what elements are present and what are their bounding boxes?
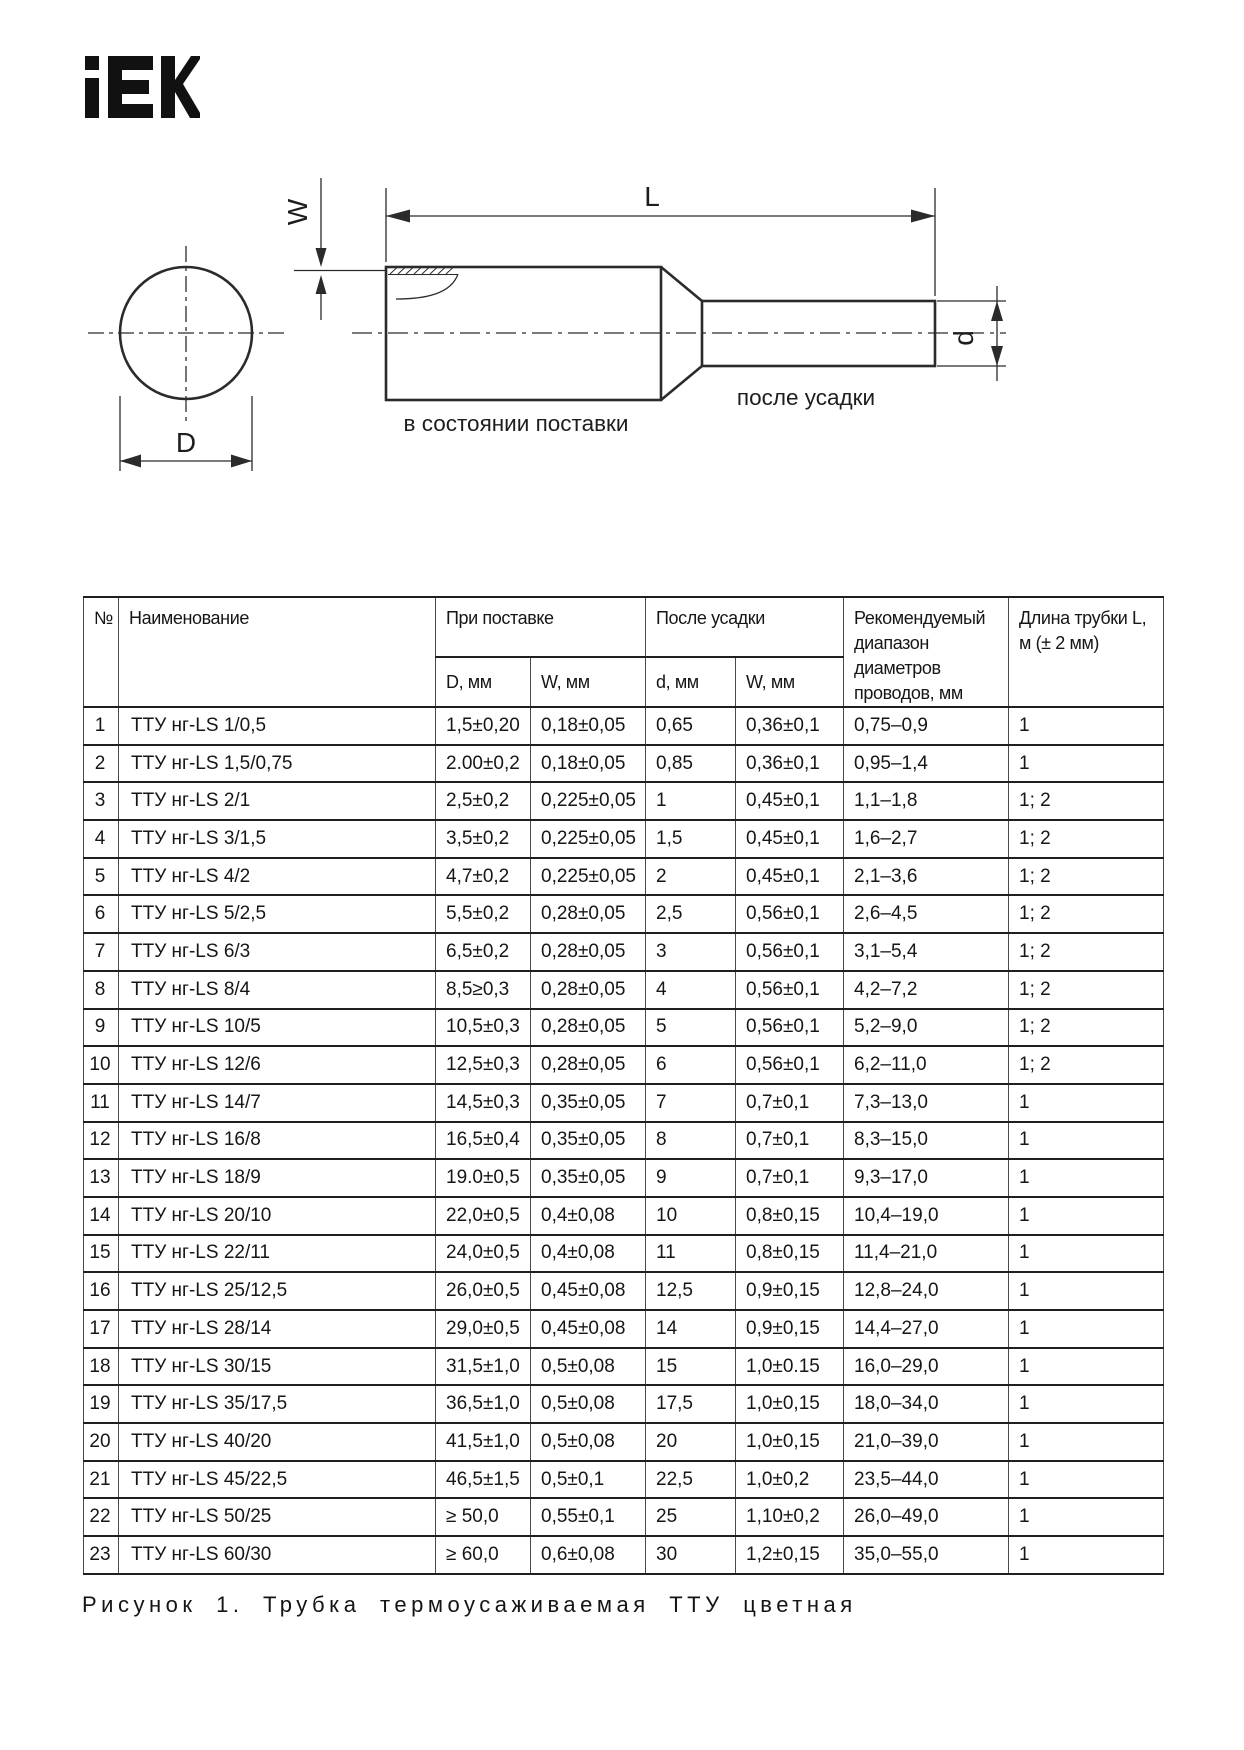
table-cell: ТТУ нг-LS 60/30 <box>119 1536 436 1574</box>
table-cell: 7 <box>84 933 119 971</box>
table-cell: 1 <box>1009 707 1164 745</box>
small-d-arrow-down <box>991 346 1003 366</box>
table-cell: 0,45±0,1 <box>736 820 844 858</box>
table-cell: 46,5±1,5 <box>436 1461 531 1499</box>
table-cell: 1,0±0,2 <box>736 1461 844 1499</box>
table-cell: 1,1–1,8 <box>844 782 1009 820</box>
table-cell: 14,5±0,3 <box>436 1084 531 1122</box>
header-sub-d-supply: D, мм <box>436 657 531 707</box>
table-cell: 1,5 <box>646 820 736 858</box>
table-cell: 2,5 <box>646 895 736 933</box>
table-cell: ТТУ нг-LS 18/9 <box>119 1159 436 1197</box>
figure-caption: Рисунок 1. Трубка термоусаживаемая ТТУ цветная <box>82 1592 857 1617</box>
logo-i-dot <box>85 56 99 70</box>
table-row <box>84 933 1164 971</box>
w-arrow-up <box>316 275 327 294</box>
table-cell: 22,5 <box>646 1461 736 1499</box>
label-supply-state: в состоянии поставки <box>403 411 629 436</box>
table-cell: 0,7±0,1 <box>736 1159 844 1197</box>
table-cell: 16,0–29,0 <box>844 1348 1009 1386</box>
table-cell: 0,5±0,08 <box>531 1423 646 1461</box>
table-cell: ≥ 60,0 <box>436 1536 531 1574</box>
table-cell: 1,0±0,15 <box>736 1385 844 1423</box>
table-cell: 29,0±0,5 <box>436 1310 531 1348</box>
table-cell: 31,5±1,0 <box>436 1348 531 1386</box>
table-cell: 20 <box>84 1423 119 1461</box>
header-range: Рекомендуемый диапазон диаметров проводов, мм <box>844 597 1009 707</box>
table-cell: 9 <box>84 1009 119 1047</box>
table-cell: 2,6–4,5 <box>844 895 1009 933</box>
table-cell: 1,6–2,7 <box>844 820 1009 858</box>
table-cell: 0,35±0,05 <box>531 1084 646 1122</box>
small-d-arrow-up <box>991 301 1003 321</box>
table-cell: 15 <box>84 1235 119 1273</box>
table-cell: 1 <box>1009 1423 1164 1461</box>
header-sub-w-supply: W, мм <box>531 657 646 707</box>
table-cell: ТТУ нг-LS 14/7 <box>119 1084 436 1122</box>
table-cell: 12,5 <box>646 1272 736 1310</box>
table-cell: ТТУ нг-LS 40/20 <box>119 1423 436 1461</box>
table-row <box>84 1159 1164 1197</box>
table-cell: 1; 2 <box>1009 895 1164 933</box>
table-cell: 22,0±0,5 <box>436 1197 531 1235</box>
table-cell: ТТУ нг-LS 3/1,5 <box>119 820 436 858</box>
table-cell: 4 <box>84 820 119 858</box>
table-cell: 22 <box>84 1498 119 1536</box>
table-cell: 0,55±0,1 <box>531 1498 646 1536</box>
table-cell: ТТУ нг-LS 2/1 <box>119 782 436 820</box>
table-cell: ТТУ нг-LS 8/4 <box>119 971 436 1009</box>
table-cell: ТТУ нг-LS 20/10 <box>119 1197 436 1235</box>
table-row <box>84 1498 1164 1536</box>
table-cell: 0,28±0,05 <box>531 971 646 1009</box>
table-cell: 1 <box>646 782 736 820</box>
table-row <box>84 1385 1164 1423</box>
table-row <box>84 1122 1164 1160</box>
table-cell: 0,75–0,9 <box>844 707 1009 745</box>
table-body <box>84 707 1164 1574</box>
table-cell: 0,6±0,08 <box>531 1536 646 1574</box>
table-cell: ТТУ нг-LS 45/22,5 <box>119 1461 436 1499</box>
table-cell: 0,5±0,08 <box>531 1385 646 1423</box>
table-cell: 8,5≥0,3 <box>436 971 531 1009</box>
table-cell: 10,5±0,3 <box>436 1009 531 1047</box>
cone-top-edge <box>661 267 702 301</box>
header-group-after: После усадки <box>646 597 844 657</box>
table-cell: 1; 2 <box>1009 820 1164 858</box>
table-cell: 0,28±0,05 <box>531 895 646 933</box>
w-arrow-down <box>316 248 327 267</box>
table-cell: ТТУ нг-LS 35/17,5 <box>119 1385 436 1423</box>
table-cell: 0,18±0,05 <box>531 707 646 745</box>
table-cell: ТТУ нг-LS 1/0,5 <box>119 707 436 745</box>
table-cell: 1 <box>1009 1385 1164 1423</box>
table-cell: 0,85 <box>646 745 736 783</box>
table-cell: ТТУ нг-LS 6/3 <box>119 933 436 971</box>
table-cell: 8 <box>84 971 119 1009</box>
iek-logo <box>85 56 200 118</box>
table-cell: 11,4–21,0 <box>844 1235 1009 1273</box>
table-cell: 1,0±0.15 <box>736 1348 844 1386</box>
table-cell: 0,45±0,08 <box>531 1272 646 1310</box>
table-cell: 1,2±0,15 <box>736 1536 844 1574</box>
table-cell: 4,2–7,2 <box>844 971 1009 1009</box>
technical-diagram <box>60 140 1070 485</box>
header-num: № <box>84 597 119 707</box>
table-cell: 0,56±0,1 <box>736 1046 844 1084</box>
table-cell: 5,5±0,2 <box>436 895 531 933</box>
table-cell: 1,5±0,20 <box>436 707 531 745</box>
table-cell: 16 <box>84 1272 119 1310</box>
table-cell: 0,225±0,05 <box>531 782 646 820</box>
table-cell: 0,5±0,08 <box>531 1348 646 1386</box>
table-cell: 14 <box>84 1197 119 1235</box>
table-cell: 14,4–27,0 <box>844 1310 1009 1348</box>
table-cell: 24,0±0,5 <box>436 1235 531 1273</box>
table-cell: 6 <box>84 895 119 933</box>
table-cell: 9 <box>646 1159 736 1197</box>
cone-bottom-edge <box>661 366 702 400</box>
table-cell: 12 <box>84 1122 119 1160</box>
dim-label-L: L <box>644 181 660 212</box>
table-cell: ТТУ нг-LS 50/25 <box>119 1498 436 1536</box>
table-row <box>84 1272 1164 1310</box>
table-cell: 0,225±0,05 <box>531 820 646 858</box>
table-cell: 1,0±0,15 <box>736 1423 844 1461</box>
table-cell: ТТУ нг-LS 12/6 <box>119 1046 436 1084</box>
table-cell: 0,45±0,1 <box>736 782 844 820</box>
table-cell: 10 <box>84 1046 119 1084</box>
table-cell: 0,45±0,1 <box>736 858 844 896</box>
table-cell: 14 <box>646 1310 736 1348</box>
table-cell: 1; 2 <box>1009 782 1164 820</box>
table-cell: 0,8±0,15 <box>736 1197 844 1235</box>
table-cell: 2.00±0,2 <box>436 745 531 783</box>
table-cell: 0,56±0,1 <box>736 933 844 971</box>
table-row <box>84 1310 1164 1348</box>
header-sub-w-after: W, мм <box>736 657 844 707</box>
table-cell: 0,7±0,1 <box>736 1122 844 1160</box>
table-cell: 1; 2 <box>1009 1009 1164 1047</box>
table-row <box>84 745 1164 783</box>
table-row <box>84 1348 1164 1386</box>
table-cell: 0,28±0,05 <box>531 933 646 971</box>
table-cell: 18 <box>84 1348 119 1386</box>
dim-label-d: d <box>948 330 979 346</box>
table-cell: 35,0–55,0 <box>844 1536 1009 1574</box>
table-cell: 1 <box>1009 1461 1164 1499</box>
table-row <box>84 858 1164 896</box>
table-cell: ≥ 50,0 <box>436 1498 531 1536</box>
table-cell: 15 <box>646 1348 736 1386</box>
table-cell: 1 <box>1009 745 1164 783</box>
table-cell: 7 <box>646 1084 736 1122</box>
table-cell: 0,56±0,1 <box>736 895 844 933</box>
l-arrow-left <box>386 210 410 223</box>
table-cell: 10 <box>646 1197 736 1235</box>
table-cell: 8,3–15,0 <box>844 1122 1009 1160</box>
table-cell: 19 <box>84 1385 119 1423</box>
table-cell: 0,56±0,1 <box>736 1009 844 1047</box>
table-cell: 1,10±0,2 <box>736 1498 844 1536</box>
table-row <box>84 1235 1164 1273</box>
table-cell: 5 <box>646 1009 736 1047</box>
table-cell: 0,225±0,05 <box>531 858 646 896</box>
table-cell: 1 <box>1009 1536 1164 1574</box>
table-cell: 21,0–39,0 <box>844 1423 1009 1461</box>
table-cell: 3 <box>84 782 119 820</box>
table-cell: 0,5±0,1 <box>531 1461 646 1499</box>
table-cell: 2,5±0,2 <box>436 782 531 820</box>
table-cell: 1 <box>1009 1498 1164 1536</box>
table-cell: 3,5±0,2 <box>436 820 531 858</box>
table-cell: 9,3–17,0 <box>844 1159 1009 1197</box>
table-cell: 1 <box>84 707 119 745</box>
table-cell: 41,5±1,0 <box>436 1423 531 1461</box>
table-cell: ТТУ нг-LS 10/5 <box>119 1009 436 1047</box>
table-cell: ТТУ нг-LS 25/12,5 <box>119 1272 436 1310</box>
table-cell: 1 <box>1009 1159 1164 1197</box>
header-sub-d-after: d, мм <box>646 657 736 707</box>
label-after-shrink: после усадки <box>736 385 876 410</box>
table-cell: 5 <box>84 858 119 896</box>
table-row <box>84 707 1164 745</box>
table-cell: 1; 2 <box>1009 1046 1164 1084</box>
table-cell: 1 <box>1009 1310 1164 1348</box>
table-row <box>84 1461 1164 1499</box>
table-row <box>84 1046 1164 1084</box>
table-cell: 0,35±0,05 <box>531 1159 646 1197</box>
table-row <box>84 1423 1164 1461</box>
table-cell: ТТУ нг-LS 16/8 <box>119 1122 436 1160</box>
table-cell: 3,1–5,4 <box>844 933 1009 971</box>
dim-label-W: W <box>282 198 313 226</box>
table-cell: ТТУ нг-LS 30/15 <box>119 1348 436 1386</box>
iek-logo-letters <box>85 56 200 118</box>
table-cell: 23 <box>84 1536 119 1574</box>
table-cell: 11 <box>646 1235 736 1273</box>
table-cell: 1 <box>1009 1197 1164 1235</box>
table-row <box>84 895 1164 933</box>
d-arrow-left <box>120 455 141 468</box>
table-cell: 0,18±0,05 <box>531 745 646 783</box>
table-cell: ТТУ нг-LS 4/2 <box>119 858 436 896</box>
table-cell: 6,5±0,2 <box>436 933 531 971</box>
table-cell: 0,8±0,15 <box>736 1235 844 1273</box>
dim-label-D: D <box>175 427 197 458</box>
table-cell: 12,5±0,3 <box>436 1046 531 1084</box>
header-group-supply: При поставке <box>436 597 646 657</box>
table-cell: 11 <box>84 1084 119 1122</box>
table-row <box>84 782 1164 820</box>
table-cell: 17 <box>84 1310 119 1348</box>
table-cell: 1; 2 <box>1009 933 1164 971</box>
table-row <box>84 1084 1164 1122</box>
table-cell: 17,5 <box>646 1385 736 1423</box>
table-cell: 18,0–34,0 <box>844 1385 1009 1423</box>
table-cell: 20 <box>646 1423 736 1461</box>
table-cell: 0,36±0,1 <box>736 707 844 745</box>
table-cell: 10,4–19,0 <box>844 1197 1009 1235</box>
table-row <box>84 1536 1164 1574</box>
spec-table <box>83 596 1164 1575</box>
table-cell: 36,5±1,0 <box>436 1385 531 1423</box>
table-cell: 0,9±0,15 <box>736 1310 844 1348</box>
table-cell: 1 <box>1009 1235 1164 1273</box>
table-row <box>84 1197 1164 1235</box>
table-cell: 0,36±0,1 <box>736 745 844 783</box>
table-cell: 23,5–44,0 <box>844 1461 1009 1499</box>
table-cell: 2,1–3,6 <box>844 858 1009 896</box>
table-cell: 1; 2 <box>1009 971 1164 1009</box>
table-cell: 0,4±0,08 <box>531 1197 646 1235</box>
table-cell: 7,3–13,0 <box>844 1084 1009 1122</box>
table-cell: 4,7±0,2 <box>436 858 531 896</box>
table-cell: 1 <box>1009 1348 1164 1386</box>
table-cell: 1 <box>1009 1122 1164 1160</box>
header-length: Длина трубки L, м (± 2 мм) <box>1009 597 1164 707</box>
table-cell: 2 <box>84 745 119 783</box>
table-cell: ТТУ нг-LS 5/2,5 <box>119 895 436 933</box>
table-row <box>84 971 1164 1009</box>
table-cell: 0,45±0,08 <box>531 1310 646 1348</box>
table-cell: ТТУ нг-LS 22/11 <box>119 1235 436 1273</box>
table-cell: 1; 2 <box>1009 858 1164 896</box>
header-name: Наименование <box>119 597 436 707</box>
table-cell: 0,65 <box>646 707 736 745</box>
table-cell: 21 <box>84 1461 119 1499</box>
table-cell: 0,28±0,05 <box>531 1046 646 1084</box>
table-cell: 2 <box>646 858 736 896</box>
table-cell: ТТУ нг-LS 1,5/0,75 <box>119 745 436 783</box>
table-cell: ТТУ нг-LS 28/14 <box>119 1310 436 1348</box>
table-cell: 30 <box>646 1536 736 1574</box>
table-cell: 6 <box>646 1046 736 1084</box>
table-cell: 1 <box>1009 1084 1164 1122</box>
table-cell: 25 <box>646 1498 736 1536</box>
cutaway-curve <box>396 274 458 299</box>
logo-i-stem <box>85 78 99 118</box>
table-cell: 5,2–9,0 <box>844 1009 1009 1047</box>
table-cell: 3 <box>646 933 736 971</box>
table-cell: 0,7±0,1 <box>736 1084 844 1122</box>
table-cell: 0,35±0,05 <box>531 1122 646 1160</box>
spec-table-head <box>84 597 1164 707</box>
wall-hatching <box>390 268 453 275</box>
table-row <box>84 1009 1164 1047</box>
table-cell: 16,5±0,4 <box>436 1122 531 1160</box>
table-cell: 6,2–11,0 <box>844 1046 1009 1084</box>
table-cell: 0,28±0,05 <box>531 1009 646 1047</box>
table-cell: 13 <box>84 1159 119 1197</box>
table-cell: 0,9±0,15 <box>736 1272 844 1310</box>
table-cell: 19.0±0,5 <box>436 1159 531 1197</box>
table-cell: 0,56±0,1 <box>736 971 844 1009</box>
table-cell: 26,0–49,0 <box>844 1498 1009 1536</box>
table-cell: 0,95–1,4 <box>844 745 1009 783</box>
table-row <box>84 820 1164 858</box>
table-cell: 26,0±0,5 <box>436 1272 531 1310</box>
table-cell: 1 <box>1009 1272 1164 1310</box>
logo-k <box>161 56 200 118</box>
table-cell: 12,8–24,0 <box>844 1272 1009 1310</box>
logo-e <box>108 56 153 118</box>
d-arrow-right <box>231 455 252 468</box>
table-cell: 0,4±0,08 <box>531 1235 646 1273</box>
l-arrow-right <box>911 210 935 223</box>
table-cell: 8 <box>646 1122 736 1160</box>
table-cell: 4 <box>646 971 736 1009</box>
